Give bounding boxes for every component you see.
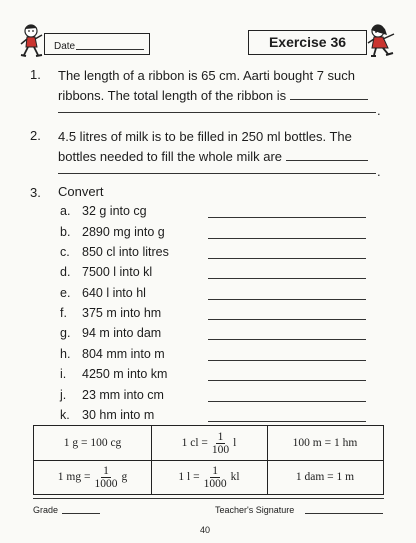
footer-rule [33,498,384,499]
convert-item-i: i. 4250 m into km [60,367,168,381]
cartoon-girl-icon [366,22,398,58]
convert-answer-line-a[interactable] [208,217,366,218]
signature-line[interactable] [305,513,383,514]
table-cell-l-kl: 1 l = $\frac{1}{1000}$ kl [178,464,240,490]
question-1-answer-line[interactable] [58,112,376,113]
fraction: $\frac{1}{100}$ [211,430,230,456]
question-2-line2: bottles needed to fill the whole milk are [58,149,283,164]
convert-title: Convert [58,184,104,199]
question-2-line1: 4.5 litres of milk is to be filled in 250 ml bottles. The [58,129,352,144]
grade-line[interactable] [62,513,100,514]
question-1-line2: ribbons. The total length of the ribbon is [58,88,287,103]
convert-item-d: d. 7500 l into kl [60,265,153,279]
fraction: $\frac{1}{1000}$ [203,464,227,490]
question-2-text [58,127,388,167]
table-cell-dam-m: 1 dam = 1 m [295,471,355,483]
convert-answer-line-k[interactable] [208,421,366,422]
convert-answer-line-c[interactable] [208,258,366,259]
date-label: Date [54,41,76,52]
convert-answer-line-i[interactable] [208,380,366,381]
convert-answer-line-g[interactable] [208,339,366,340]
question-2-period: . [377,164,381,179]
question-1-period: . [377,103,381,118]
convert-answer-line-j[interactable] [208,401,366,402]
table-cell-m-hm: 100 m = 1 hm [292,437,358,449]
convert-answer-line-f[interactable] [208,319,366,320]
convert-answer-line-b[interactable] [208,238,366,239]
convert-item-e: e. 640 l into hl [60,286,146,300]
convert-item-f: f. 375 m into hm [60,306,162,320]
date-box [44,33,150,55]
question-1-text [58,66,388,106]
convert-item-g: g. 94 m into dam [60,326,162,340]
fraction: $\frac{1}{1000}$ [94,464,118,490]
convert-item-k: k. 30 hm into m [60,408,155,422]
date-line[interactable] [76,49,144,50]
convert-answer-line-e[interactable] [208,299,366,300]
convert-item-b: b. 2890 mg into g [60,225,165,239]
grade-label: Grade [33,505,59,515]
table-cell-g-cg: 1 g = 100 cg [63,437,122,449]
convert-answer-line-d[interactable] [208,278,366,279]
question-2-number: 2. [30,128,41,143]
page-number: 40 [200,525,211,535]
question-2-answer-line[interactable] [58,173,376,174]
question-3-number: 3. [30,185,41,200]
conversion-table [33,425,384,495]
convert-item-h: h. 804 mm into m [60,347,165,361]
convert-item-a: a. 32 g into cg [60,204,147,218]
table-cell-cl-l: 1 cl = $\frac{1}{100}$ l [181,430,237,456]
question-1-line1: The length of a ribbon is 65 cm. Aarti bought 7 such [58,68,356,83]
question-1-number: 1. [30,67,41,82]
exercise-title: Exercise 36 [248,30,367,55]
convert-answer-line-h[interactable] [208,360,366,361]
question-2-answer-blank[interactable] [286,149,368,161]
convert-item-j: j. 23 mm into cm [60,388,164,402]
question-1-answer-blank[interactable] [290,88,368,100]
signature-label: Teacher's Signature [215,505,295,515]
convert-item-c: c. 850 cl into litres [60,245,169,259]
table-cell-mg-g: 1 mg = $\frac{1}{1000}$ g [57,464,128,490]
